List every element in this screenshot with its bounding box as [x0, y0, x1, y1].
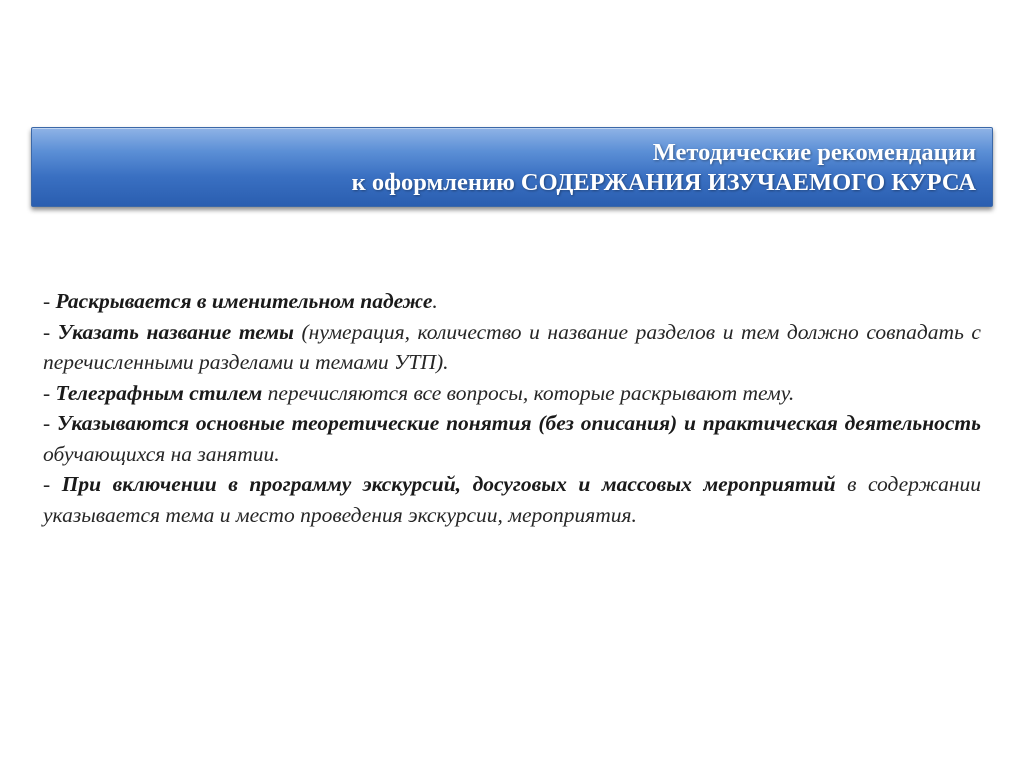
list-item: [43, 408, 981, 469]
title-line-2: к оформлению СОДЕРЖАНИЯ ИЗУЧАЕМОГО КУРСА: [351, 169, 976, 196]
item-emphasis: Указываются основные теоретические понятия (без описания) и практическая деятельность: [56, 411, 981, 435]
item-dash: -: [43, 472, 62, 496]
item-text: (нумерация, количество и название разделов и тем должно совпадать с перечисленными разделами и темами УТП).: [43, 319, 981, 374]
item-emphasis: Указать название темы: [57, 319, 294, 344]
item-dash: -: [43, 380, 56, 405]
item-dash: -: [43, 289, 56, 313]
item-dash: -: [43, 411, 57, 435]
list-item: [43, 469, 981, 530]
recommendations-list: [43, 286, 981, 530]
item-emphasis: Телеграфным стилем: [55, 380, 263, 405]
item-text: .: [432, 289, 438, 313]
item-emphasis: При включении в программу экскурсий, досуговых и массовых мероприятий: [61, 472, 836, 496]
title-line-1: Методические рекомендации: [652, 139, 976, 166]
item-text: в содержании указывается тема и место проведения экскурсии, мероприятия.: [43, 472, 981, 527]
title-banner: [31, 127, 993, 207]
item-dash: -: [43, 319, 58, 344]
item-emphasis: Раскрывается в именительном падеже: [55, 289, 433, 313]
item-text: обучающихся на занятии.: [43, 441, 280, 466]
list-item: [43, 317, 981, 378]
list-item: [43, 286, 981, 317]
list-item: [43, 378, 981, 409]
item-text: перечисляются все вопросы, которые раскрывают тему.: [262, 380, 795, 405]
